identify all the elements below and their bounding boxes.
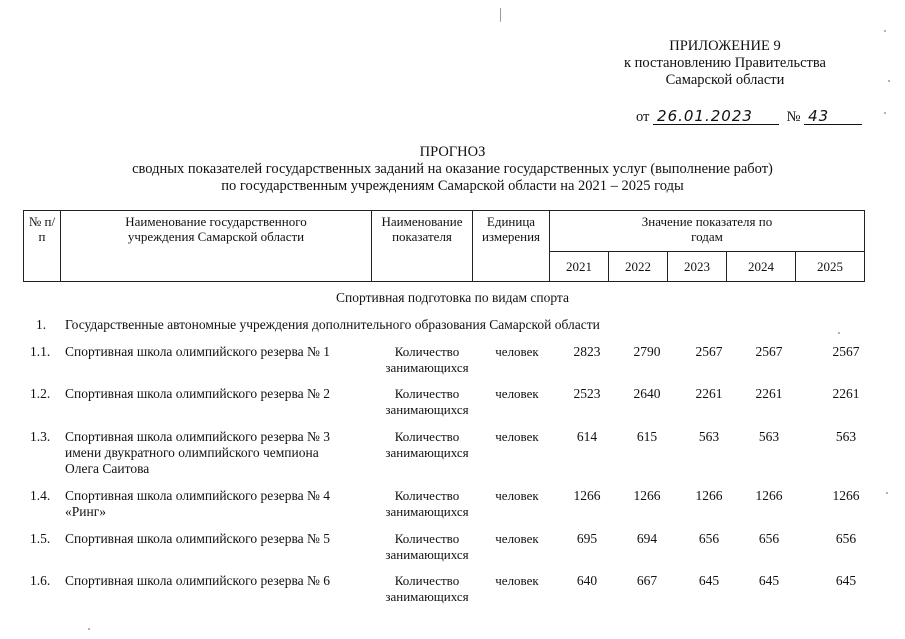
row-number: 1.5. <box>30 531 51 546</box>
header-institution <box>61 211 372 282</box>
scan-speck <box>884 112 886 114</box>
row-number: 1.2. <box>30 386 51 401</box>
row-value-2021: 1266 <box>573 488 601 503</box>
row-unit: человек <box>495 429 539 444</box>
row-unit: человек <box>495 386 539 401</box>
group-number: 1. <box>36 317 47 332</box>
date-prefix: от <box>636 109 650 125</box>
row-indicator: Количество занимающихся <box>385 386 469 417</box>
row-value-2024: 656 <box>758 531 780 546</box>
row-indicator: Количество занимающихся <box>385 344 469 375</box>
header-year-2023: 2023 <box>668 251 727 281</box>
header-year-2021: 2021 <box>550 251 609 281</box>
row-value-2025: 645 <box>835 573 857 588</box>
row-value-2025: 656 <box>835 531 857 546</box>
scan-speck <box>886 492 888 494</box>
row-value-2024: 563 <box>758 429 780 444</box>
group-name: Государственные автономные учреждения дополнительного образования Самарской области <box>65 317 600 332</box>
row-value-2021: 614 <box>576 429 598 444</box>
title-line-1: сводных показателей государственных заданий на оказание государственных услуг (выполнение работ) <box>132 161 773 177</box>
header-value-text: Значение показателя по годам <box>641 214 773 244</box>
row-value-2023: 2261 <box>695 386 723 401</box>
row-number: 1.6. <box>30 573 51 588</box>
order-line <box>636 108 862 126</box>
header-year-2024: 2024 <box>727 251 796 281</box>
row-indicator: Количество занимающихся <box>385 573 469 604</box>
row-value-2025: 563 <box>835 429 857 444</box>
row-unit: человек <box>495 488 539 503</box>
scan-mark <box>500 8 501 22</box>
scan-speck <box>884 30 886 32</box>
row-value-2024: 2567 <box>755 344 783 359</box>
row-value-2022: 667 <box>636 573 658 588</box>
row-value-2022: 1266 <box>633 488 661 503</box>
header-value <box>550 211 865 252</box>
row-indicator: Количество занимающихся <box>385 488 469 519</box>
document-title <box>0 144 905 195</box>
row-value-2023: 563 <box>698 429 720 444</box>
row-value-2022: 694 <box>636 531 658 546</box>
row-value-2025: 1266 <box>832 488 860 503</box>
row-number: 1.3. <box>30 429 51 444</box>
section-title: Спортивная подготовка по видам спорта <box>336 290 569 305</box>
row-unit: человек <box>495 573 539 588</box>
row-number: 1.4. <box>30 488 51 503</box>
row-institution: Спортивная школа олимпийского резерва № 2 <box>65 386 331 401</box>
row-value-2021: 640 <box>576 573 598 588</box>
row-number: 1.1. <box>30 344 51 359</box>
number-prefix: № <box>786 109 801 125</box>
row-institution: Спортивная школа олимпийского резерва № 1 <box>65 344 331 359</box>
row-value-2021: 2523 <box>573 386 601 401</box>
row-value-2021: 695 <box>576 531 598 546</box>
title-line-2: по государственным учреждениям Самарской области на 2021 – 2025 годы <box>221 178 684 194</box>
row-institution: Спортивная школа олимпийского резерва № 5 <box>65 531 331 546</box>
scan-speck <box>888 80 890 82</box>
row-value-2025: 2261 <box>832 386 860 401</box>
handwritten-number: 43 <box>804 108 862 125</box>
row-value-2022: 2640 <box>633 386 661 401</box>
title-main: ПРОГНОЗ <box>419 144 486 160</box>
header-institution-text: Наименование государственного учреждения Самарской области <box>125 214 307 244</box>
row-value-2021: 2823 <box>573 344 601 359</box>
row-indicator: Количество занимающихся <box>385 531 469 562</box>
scan-speck <box>838 332 840 334</box>
row-institution: Спортивная школа олимпийского резерва № 4 «Ринг» <box>65 488 331 519</box>
row-value-2023: 645 <box>698 573 720 588</box>
table-header <box>23 210 865 282</box>
appendix-header <box>560 38 890 89</box>
row-value-2023: 2567 <box>695 344 723 359</box>
row-unit: человек <box>495 344 539 359</box>
appendix-region: Самарской области <box>665 72 785 88</box>
header-year-2022: 2022 <box>609 251 668 281</box>
row-value-2024: 645 <box>758 573 780 588</box>
row-value-2022: 2790 <box>633 344 661 359</box>
row-institution: Спортивная школа олимпийского резерва № 3 имени двукратного олимпийского чемпиона Олега Саитова <box>65 429 331 476</box>
handwritten-date: 26.01.2023 <box>653 108 779 125</box>
row-value-2023: 656 <box>698 531 720 546</box>
row-value-2024: 2261 <box>755 386 783 401</box>
header-indicator: Наименование показателя <box>372 211 473 282</box>
header-year-2025: 2025 <box>796 251 865 281</box>
header-unit: Единица измерения <box>473 211 550 282</box>
header-num: № п/п <box>24 211 61 282</box>
row-institution: Спортивная школа олимпийского резерва № 6 <box>65 573 331 588</box>
row-value-2022: 615 <box>636 429 658 444</box>
appendix-title: ПРИЛОЖЕНИЕ 9 <box>669 38 781 54</box>
scan-speck <box>88 628 90 630</box>
row-indicator: Количество занимающихся <box>385 429 469 460</box>
row-unit: человек <box>495 531 539 546</box>
row-value-2024: 1266 <box>755 488 783 503</box>
row-value-2023: 1266 <box>695 488 723 503</box>
appendix-reference: к постановлению Правительства <box>624 55 826 71</box>
row-value-2025: 2567 <box>832 344 860 359</box>
